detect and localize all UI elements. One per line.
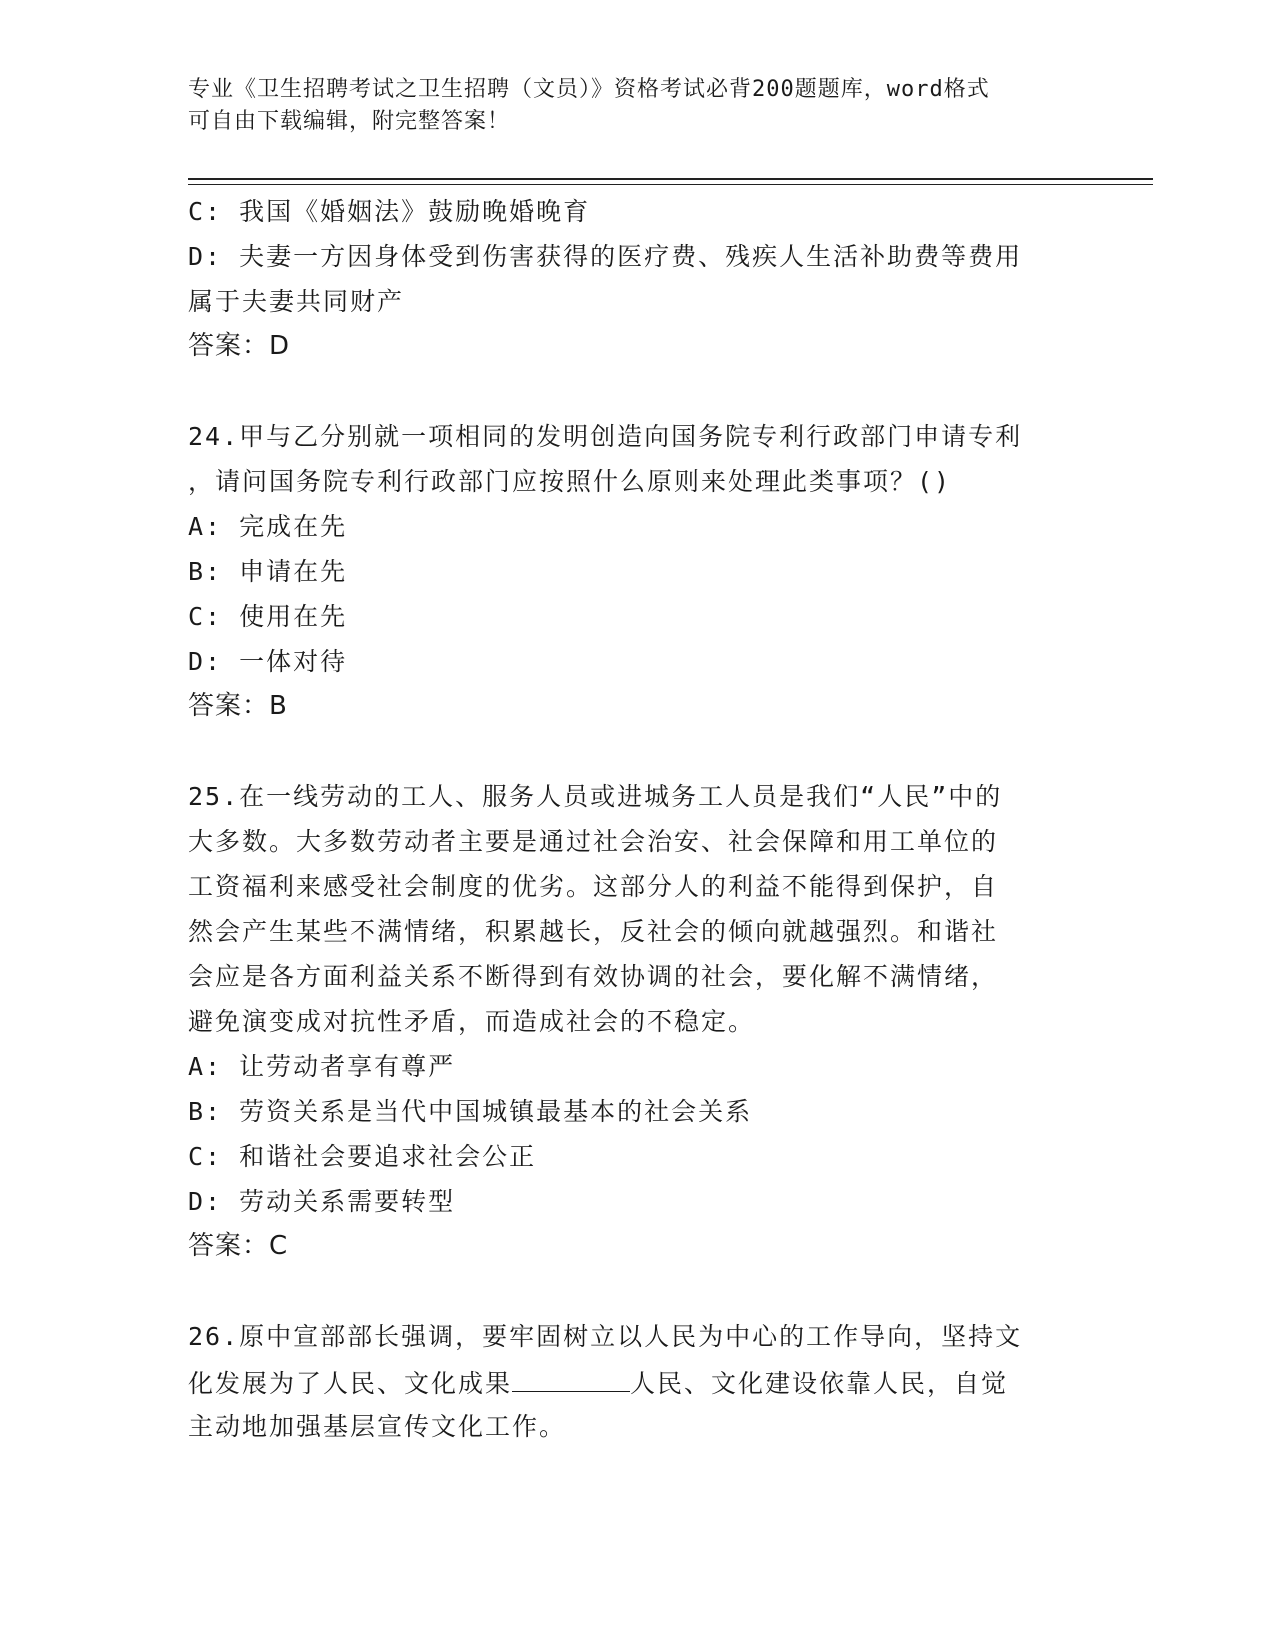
question-stem-line-1: 24.甲与乙分别就一项相同的发明创造向国务院专利行政部门申请专利 bbox=[188, 422, 1023, 451]
stem-text-after-blank: 人民、文化建设依靠人民，自觉 bbox=[630, 1369, 1009, 1398]
fill-in-blank bbox=[512, 1359, 630, 1392]
option-d: D: 一体对待 bbox=[188, 647, 348, 676]
question-26 bbox=[188, 1314, 1073, 1449]
question-24 bbox=[188, 414, 1073, 729]
header-line-1: 专业《卫生招聘考试之卫生招聘（文员）》资格考试必背200题题库，word格式 bbox=[188, 77, 990, 102]
answer: 答案：B bbox=[188, 691, 288, 721]
question-stem-line-3: 主动地加强基层宣传文化工作。 bbox=[188, 1412, 567, 1441]
question-stem-line-2 bbox=[188, 1359, 1073, 1404]
option-c: C: 和谐社会要追求社会公正 bbox=[188, 1142, 537, 1171]
option-a: A: 让劳动者享有尊严 bbox=[188, 1052, 456, 1081]
option-a: A: 完成在先 bbox=[188, 512, 348, 541]
spacer bbox=[188, 369, 1073, 414]
question-stem-line-1: 25.在一线劳动的工人、服务人员或进城务工人员是我们“人民”中的 bbox=[188, 782, 1003, 811]
option-c: C: 使用在先 bbox=[188, 602, 348, 631]
question-stem-line-2: 大多数。大多数劳动者主要是通过社会治安、社会保障和用工单位的 bbox=[188, 827, 999, 856]
answer: 答案：D bbox=[188, 331, 291, 361]
spacer bbox=[188, 729, 1073, 774]
header-rule-thin bbox=[188, 184, 1153, 185]
option-d-line-2: 属于夫妻共同财产 bbox=[188, 287, 405, 316]
question-stem-line-6: 避免演变成对抗性矛盾，而造成社会的不稳定。 bbox=[188, 1007, 756, 1036]
spacer bbox=[188, 1269, 1073, 1314]
question-stem-line-1: 26.原中宣部部长强调，要牢固树立以人民为中心的工作导向，坚持文 bbox=[188, 1322, 1023, 1351]
question-stem-line-4: 然会产生某些不满情绪，积累越长，反社会的倾向就越强烈。和谐社 bbox=[188, 917, 999, 946]
stem-text-before-blank: 化发展为了人民、文化成果 bbox=[188, 1369, 513, 1398]
document-header bbox=[188, 74, 1068, 138]
document-body bbox=[188, 189, 1073, 1449]
header-line-2: 可自由下载编辑，附完整答案！ bbox=[188, 109, 511, 134]
option-b: B: 劳资关系是当代中国城镇最基本的社会关系 bbox=[188, 1097, 753, 1126]
header-rule-thick bbox=[188, 178, 1153, 180]
question-stem-line-3: 工资福利来感受社会制度的优劣。这部分人的利益不能得到保护，自 bbox=[188, 872, 999, 901]
question-stem-line-2: ，请问国务院专利行政部门应按照什么原则来处理此类事项？() bbox=[188, 467, 952, 496]
answer: 答案：C bbox=[188, 1231, 289, 1261]
question-23-fragment bbox=[188, 189, 1073, 369]
question-stem-line-5: 会应是各方面利益关系不断得到有效协调的社会，要化解不满情绪， bbox=[188, 962, 999, 991]
question-25 bbox=[188, 774, 1073, 1269]
option-b: B: 申请在先 bbox=[188, 557, 348, 586]
option-d-line-1: D: 夫妻一方因身体受到伤害获得的医疗费、残疾人生活补助费等费用 bbox=[188, 242, 1023, 271]
option-c: C: 我国《婚姻法》鼓励晚婚晚育 bbox=[188, 197, 591, 226]
option-d: D: 劳动关系需要转型 bbox=[188, 1187, 456, 1216]
